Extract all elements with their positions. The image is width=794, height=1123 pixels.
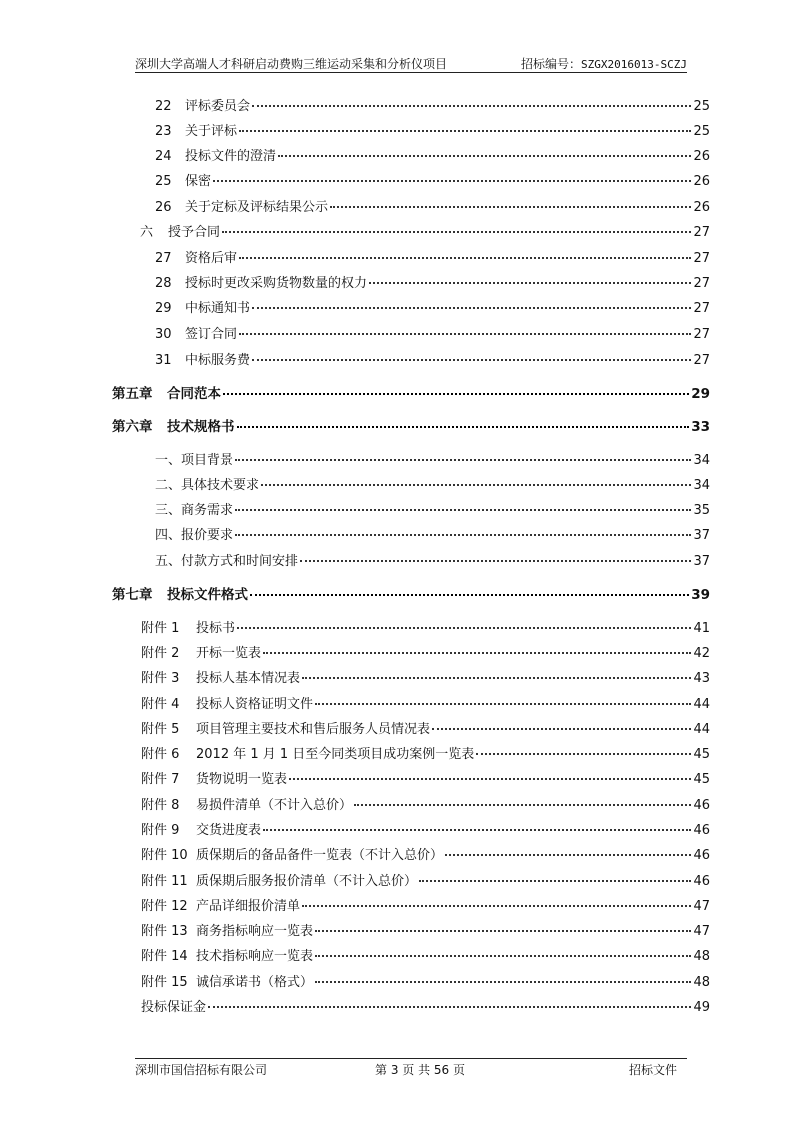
dot-leader <box>235 508 691 511</box>
toc-attachment[interactable] <box>141 974 710 992</box>
dot-leader <box>300 559 691 562</box>
toc-entry-number: 29 <box>155 301 172 316</box>
toc-entry[interactable] <box>155 553 710 571</box>
attachment-label: 投标人基本情况表 <box>196 671 301 686</box>
dot-leader <box>213 179 691 182</box>
attachment-label: 质保期后的备品备件一览表（不计入总价） <box>196 848 444 863</box>
toc-section-page: 27 <box>693 225 710 240</box>
toc-entry-page: 26 <box>693 200 710 215</box>
dot-leader <box>302 676 691 679</box>
toc-attachment[interactable] <box>141 746 710 764</box>
attachment-page: 46 <box>693 848 710 863</box>
toc-entry-number: 23 <box>155 124 172 139</box>
toc-entry-label: 投标文件的澄清 <box>185 149 277 164</box>
toc-entry[interactable] <box>155 199 710 217</box>
toc-entry-number: 31 <box>155 353 172 368</box>
toc-entry-number: 28 <box>155 276 172 291</box>
attachment-page: 48 <box>693 975 710 990</box>
toc-entry[interactable] <box>155 123 710 141</box>
attachment-label: 项目管理主要技术和售后服务人员情况表 <box>196 722 431 737</box>
dot-leader <box>315 702 691 705</box>
toc-entry-page: 25 <box>693 124 710 139</box>
attachment-number: 附件 4 <box>141 697 180 712</box>
toc-chapter-page: 29 <box>691 386 710 402</box>
toc-entry-page: 27 <box>693 276 710 291</box>
toc-entry[interactable] <box>155 452 710 470</box>
toc-chapter-label: 投标文件格式 <box>167 587 248 603</box>
attachment-number: 附件 5 <box>141 722 180 737</box>
toc-entry-label: 三、商务需求 <box>155 503 234 518</box>
dot-leader <box>237 425 690 428</box>
toc-entry-number: 26 <box>155 200 172 215</box>
toc-chapter[interactable] <box>112 586 710 604</box>
dot-leader <box>354 803 691 806</box>
toc-attachment[interactable] <box>141 620 710 638</box>
toc-entry[interactable] <box>155 275 710 293</box>
toc-chapter-number: 第五章 <box>112 386 153 402</box>
attachment-label: 易损件清单（不计入总价） <box>196 798 353 813</box>
dot-leader <box>208 1005 691 1008</box>
attachment-number: 附件 14 <box>141 949 188 964</box>
toc-attachment[interactable] <box>141 822 710 840</box>
toc-entry-page: 27 <box>693 353 710 368</box>
toc-entry[interactable] <box>155 477 710 495</box>
toc-entry-label: 中标服务费 <box>185 353 251 368</box>
dot-leader <box>476 752 691 755</box>
page-footer <box>135 1058 687 1079</box>
toc-entry-page: 34 <box>693 478 710 493</box>
attachment-number: 附件 1 <box>141 621 180 636</box>
dot-leader <box>239 332 691 335</box>
attachment-page: 45 <box>693 772 710 787</box>
attachment-number: 附件 7 <box>141 772 180 787</box>
toc-entry[interactable] <box>155 250 710 268</box>
dot-leader <box>250 593 689 596</box>
toc-chapter-number: 第七章 <box>112 587 153 603</box>
dot-leader <box>278 154 691 157</box>
tender-code <box>521 56 687 73</box>
attachment-page: 44 <box>693 722 710 737</box>
dot-leader <box>289 777 691 780</box>
dot-leader <box>369 281 691 284</box>
attachment-label: 2012 年 1 月 1 日至今同类项目成功案例一览表 <box>196 747 475 762</box>
toc-entry-label: 关于定标及评标结果公示 <box>185 200 329 215</box>
attachment-label: 质保期后服务报价清单（不计入总价） <box>196 874 418 889</box>
dot-leader <box>315 929 691 932</box>
dot-leader <box>315 954 691 957</box>
toc-entry-page: 26 <box>693 149 710 164</box>
toc-attachment[interactable] <box>141 898 710 916</box>
attachment-page: 47 <box>693 924 710 939</box>
attachment-label: 技术指标响应一览表 <box>196 949 314 964</box>
toc-entry-number: 30 <box>155 327 172 342</box>
toc-entry-page: 37 <box>693 528 710 543</box>
attachment-page: 41 <box>693 621 710 636</box>
dot-leader <box>252 306 691 309</box>
toc-entry-label: 中标通知书 <box>185 301 251 316</box>
toc-attachment[interactable] <box>141 771 710 789</box>
toc-chapter-number: 第六章 <box>112 419 153 435</box>
attachment-label: 交货进度表 <box>196 823 262 838</box>
attachment-label: 货物说明一览表 <box>196 772 288 787</box>
dot-leader <box>252 104 691 107</box>
toc-entry-page: 35 <box>693 503 710 518</box>
toc-entry-page: 27 <box>693 327 710 342</box>
attachment-page: 45 <box>693 747 710 762</box>
toc-entry-page: 27 <box>693 251 710 266</box>
toc-entry-number: 25 <box>155 174 172 189</box>
tender-code-value: SZGX2016013-SCZJ <box>581 58 687 71</box>
toc-entry[interactable] <box>155 502 710 520</box>
dot-leader <box>235 533 691 536</box>
toc-entry[interactable] <box>155 173 710 191</box>
attachment-page: 43 <box>693 671 710 686</box>
dot-leader <box>263 651 691 654</box>
dot-leader <box>432 727 691 730</box>
toc-attachment[interactable] <box>141 797 710 815</box>
attachment-page: 46 <box>693 874 710 889</box>
attachment-page: 46 <box>693 798 710 813</box>
toc-chapter-label: 合同范本 <box>167 386 221 402</box>
dot-leader <box>222 230 691 233</box>
dot-leader <box>239 129 691 132</box>
footer-doc-type: 招标文件 <box>628 1063 677 1077</box>
toc-entry-label: 一、项目背景 <box>155 453 234 468</box>
toc-entry[interactable] <box>155 300 710 318</box>
toc-entry[interactable] <box>155 98 710 116</box>
attachment-label: 开标一览表 <box>196 646 262 661</box>
toc-entry-number: 22 <box>155 99 172 114</box>
attachment-number: 附件 3 <box>141 671 180 686</box>
toc-entry-page: 37 <box>693 554 710 569</box>
dot-leader <box>261 483 691 486</box>
toc-entry-page: 27 <box>693 301 710 316</box>
toc-entry-label: 授标时更改采购货物数量的权力 <box>185 276 368 291</box>
toc-entry-page: 26 <box>693 174 710 189</box>
toc-attachment[interactable] <box>141 696 710 714</box>
attachment-label: 商务指标响应一览表 <box>196 924 314 939</box>
toc-attachment[interactable] <box>141 847 710 865</box>
attachment-number: 附件 10 <box>141 848 188 863</box>
toc-entry-label: 五、付款方式和时间安排 <box>155 554 299 569</box>
attachment-label: 产品详细报价清单 <box>196 899 301 914</box>
dot-leader <box>252 358 691 361</box>
toc-entry-label: 投标保证金 <box>141 1000 207 1015</box>
toc-entry[interactable] <box>155 527 710 545</box>
attachment-number: 附件 2 <box>141 646 180 661</box>
toc-entry-label: 二、具体技术要求 <box>155 478 260 493</box>
dot-leader <box>315 980 691 983</box>
footer-company: 深圳市国信招标有限公司 <box>135 1063 268 1077</box>
toc-chapter-label: 技术规格书 <box>167 419 235 435</box>
dot-leader <box>239 256 691 259</box>
project-title: 深圳大学高端人才科研启动费购三维运动采集和分析仪项目 <box>135 57 448 71</box>
dot-leader <box>263 828 691 831</box>
dot-leader <box>419 879 691 882</box>
toc-entry[interactable] <box>155 352 710 370</box>
attachment-label: 投标书 <box>196 621 236 636</box>
attachment-page: 48 <box>693 949 710 964</box>
page-header <box>135 56 687 73</box>
toc-entry-page: 34 <box>693 453 710 468</box>
attachment-page: 42 <box>693 646 710 661</box>
attachment-page: 44 <box>693 697 710 712</box>
toc-section[interactable] <box>140 224 710 242</box>
toc-entry-number: 24 <box>155 149 172 164</box>
toc-entry[interactable] <box>155 326 710 344</box>
toc-chapter[interactable] <box>112 418 710 436</box>
attachment-number: 附件 12 <box>141 899 188 914</box>
attachment-number: 附件 15 <box>141 975 188 990</box>
toc-attachment[interactable] <box>141 670 710 688</box>
toc-entry-page: 49 <box>693 1000 710 1015</box>
toc-section-number: 六 <box>140 225 154 240</box>
attachment-label: 诚信承诺书（格式） <box>196 975 314 990</box>
attachment-page: 46 <box>693 823 710 838</box>
dot-leader <box>445 853 691 856</box>
toc-section-label: 授予合同 <box>168 225 221 240</box>
toc-chapter[interactable] <box>112 385 710 403</box>
toc-entry[interactable] <box>155 148 710 166</box>
dot-leader <box>330 205 691 208</box>
toc-entry-label: 签订合同 <box>185 327 238 342</box>
toc-chapter-page: 33 <box>691 419 710 435</box>
toc-attachment[interactable] <box>141 873 710 891</box>
toc-attachment[interactable] <box>141 948 710 966</box>
toc-attachment[interactable] <box>141 923 710 941</box>
toc-entry-number: 27 <box>155 251 172 266</box>
tender-code-label: 招标编号： <box>521 57 582 71</box>
attachment-number: 附件 13 <box>141 924 188 939</box>
toc-entry-label: 评标委员会 <box>185 99 251 114</box>
attachment-number: 附件 6 <box>141 747 180 762</box>
footer-page-number: 第 3 页 共 56 页 <box>375 1063 465 1077</box>
toc-entry-label: 关于评标 <box>185 124 238 139</box>
toc-entry-label: 四、报价要求 <box>155 528 234 543</box>
attachment-number: 附件 9 <box>141 823 180 838</box>
dot-leader <box>223 392 689 395</box>
attachment-number: 附件 11 <box>141 874 188 889</box>
attachment-page: 47 <box>693 899 710 914</box>
toc-entry-label: 资格后审 <box>185 251 238 266</box>
attachment-label: 投标人资格证明文件 <box>196 697 314 712</box>
toc-entry-label: 保密 <box>185 174 212 189</box>
toc-entry[interactable] <box>141 999 710 1017</box>
dot-leader <box>302 904 691 907</box>
dot-leader <box>237 626 691 629</box>
toc-entry-page: 25 <box>693 99 710 114</box>
toc-attachment[interactable] <box>141 645 710 663</box>
dot-leader <box>235 458 691 461</box>
toc-chapter-page: 39 <box>691 587 710 603</box>
attachment-number: 附件 8 <box>141 798 180 813</box>
toc-attachment[interactable] <box>141 721 710 739</box>
